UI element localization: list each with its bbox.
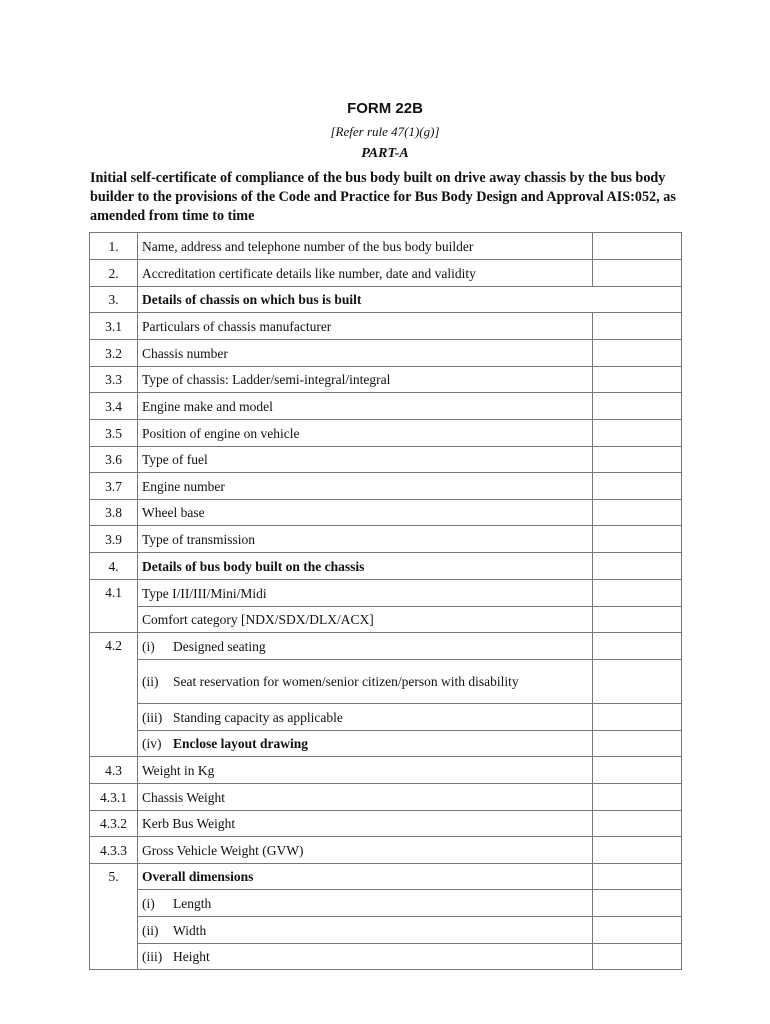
- table-row: [90, 757, 682, 784]
- row-number: 4.: [90, 553, 138, 580]
- table-row: [90, 917, 682, 944]
- row-number: 3.4: [90, 393, 138, 420]
- row-label: Particulars of chassis manufacturer: [138, 313, 593, 340]
- value-cell[interactable]: [593, 837, 682, 864]
- row-number: 2.: [90, 260, 138, 287]
- value-cell[interactable]: [593, 447, 682, 473]
- row-number: 3.1: [90, 313, 138, 340]
- row-label: Type of transmission: [138, 526, 593, 553]
- table-row: [90, 660, 682, 704]
- section-row: [90, 864, 682, 890]
- value-cell[interactable]: [593, 811, 682, 837]
- row-label: [138, 731, 593, 757]
- table-row: [90, 811, 682, 837]
- value-cell[interactable]: [593, 260, 682, 287]
- table-row: [90, 633, 682, 660]
- rule-reference: [Refer rule 47(1)(g)]: [330, 124, 440, 139]
- value-cell[interactable]: [593, 340, 682, 367]
- row-label: Wheel base: [138, 500, 593, 526]
- table-row: [90, 367, 682, 393]
- row-number: 3.2: [90, 340, 138, 367]
- row-label: Chassis Weight: [138, 784, 593, 811]
- sub-item-label: (iv): [142, 736, 162, 751]
- value-cell[interactable]: [593, 890, 682, 917]
- value-cell[interactable]: [593, 233, 682, 260]
- table-row: [90, 420, 682, 447]
- row-label: Type I/II/III/Mini/Midi: [138, 580, 593, 607]
- value-cell[interactable]: [593, 757, 682, 784]
- row-label: [138, 704, 593, 731]
- row-number: 5.: [90, 864, 138, 970]
- row-number: 3.9: [90, 526, 138, 553]
- table-row: [90, 500, 682, 526]
- row-label: [138, 660, 593, 704]
- section-label: Overall dimensions: [138, 864, 593, 890]
- value-cell[interactable]: [593, 580, 682, 607]
- row-label: Engine make and model: [138, 393, 593, 420]
- section-row: [90, 553, 682, 580]
- sub-item-label: (iii): [142, 709, 163, 725]
- row-label: Type of chassis: Ladder/semi-integral/integral: [138, 367, 593, 393]
- section-label: Details of chassis on which bus is built: [138, 287, 682, 313]
- sub-item-text: Standing capacity as applicable: [173, 709, 343, 725]
- row-number: 4.3: [90, 757, 138, 784]
- value-cell[interactable]: [593, 944, 682, 970]
- table-row: [90, 731, 682, 757]
- value-cell[interactable]: [593, 393, 682, 420]
- sub-item-label: (i): [142, 895, 155, 911]
- row-label: Type of fuel: [138, 447, 593, 473]
- row-number: 4.1: [90, 580, 138, 633]
- table-row: [90, 607, 682, 633]
- sub-item-text: Enclose layout drawing: [173, 736, 309, 751]
- table-row: [90, 580, 682, 607]
- value-cell[interactable]: [593, 633, 682, 660]
- row-label: Chassis number: [138, 340, 593, 367]
- sub-item-text: Designed seating: [173, 638, 266, 654]
- row-label: Weight in Kg: [138, 757, 593, 784]
- row-number: 3.8: [90, 500, 138, 526]
- table-row: [90, 473, 682, 500]
- row-number: 3.5: [90, 420, 138, 447]
- row-number: 4.3.2: [90, 811, 138, 837]
- table-row: [90, 313, 682, 340]
- row-number: 4.2: [90, 633, 138, 757]
- row-label: Position of engine on vehicle: [138, 420, 593, 447]
- part-label: PART-A: [361, 146, 409, 161]
- row-label: Accreditation certificate details like number, date and validity: [138, 260, 593, 287]
- value-cell[interactable]: [593, 607, 682, 633]
- table-row: [90, 837, 682, 864]
- row-label: Engine number: [138, 473, 593, 500]
- form-heading: Initial self-certificate of compliance of the bus body built on drive away chassis by the bus body builder to the provisions of the Code and Practice for Bus Body Design and Approval AIS:052, as amended from time to time: [90, 170, 676, 224]
- table-row: [90, 704, 682, 731]
- row-label: Comfort category [NDX/SDX/DLX/ACX]: [138, 607, 593, 633]
- certificate-table: [89, 232, 682, 970]
- row-number: 3.: [90, 287, 138, 313]
- row-number: 3.6: [90, 447, 138, 473]
- value-cell[interactable]: [593, 704, 682, 731]
- sub-item-label: (iii): [142, 949, 163, 964]
- value-cell[interactable]: [593, 917, 682, 944]
- sub-item-text: Height: [173, 949, 210, 964]
- value-cell[interactable]: [593, 420, 682, 447]
- table-row: [90, 447, 682, 473]
- value-cell[interactable]: [593, 553, 682, 580]
- value-cell[interactable]: [593, 660, 682, 704]
- value-cell[interactable]: [593, 313, 682, 340]
- table-row: [90, 890, 682, 917]
- table-row: [90, 260, 682, 287]
- row-number: 4.3.3: [90, 837, 138, 864]
- table-row: [90, 944, 682, 970]
- row-number: 1.: [90, 233, 138, 260]
- row-label: [138, 633, 593, 660]
- row-number: 3.3: [90, 367, 138, 393]
- table-row: [90, 526, 682, 553]
- sub-item-label: (ii): [142, 922, 159, 938]
- table-row: [90, 233, 682, 260]
- row-label: [138, 890, 593, 917]
- table-row: [90, 784, 682, 811]
- sub-item-label: (i): [142, 638, 155, 654]
- section-label: Details of bus body built on the chassis: [138, 553, 593, 580]
- row-number: 4.3.1: [90, 784, 138, 811]
- value-cell[interactable]: [593, 731, 682, 757]
- value-cell[interactable]: [593, 526, 682, 553]
- sub-item-text: Seat reservation for women/senior citizen/person with disability: [173, 674, 519, 689]
- form-title: FORM 22B: [347, 100, 423, 117]
- value-cell[interactable]: [593, 500, 682, 526]
- sub-item-text: Width: [173, 922, 207, 938]
- table-row: [90, 393, 682, 420]
- row-label: [138, 944, 593, 970]
- row-number: 3.7: [90, 473, 138, 500]
- value-cell[interactable]: [593, 473, 682, 500]
- row-label: Kerb Bus Weight: [138, 811, 593, 837]
- section-row: [90, 287, 682, 313]
- sub-item-text: Length: [173, 895, 212, 911]
- value-cell[interactable]: [593, 367, 682, 393]
- row-label: Name, address and telephone number of the bus body builder: [138, 233, 593, 260]
- value-cell[interactable]: [593, 784, 682, 811]
- sub-item-label: (ii): [142, 674, 159, 689]
- row-label: [138, 917, 593, 944]
- value-cell[interactable]: [593, 864, 682, 890]
- row-label: Gross Vehicle Weight (GVW): [138, 837, 593, 864]
- table-row: [90, 340, 682, 367]
